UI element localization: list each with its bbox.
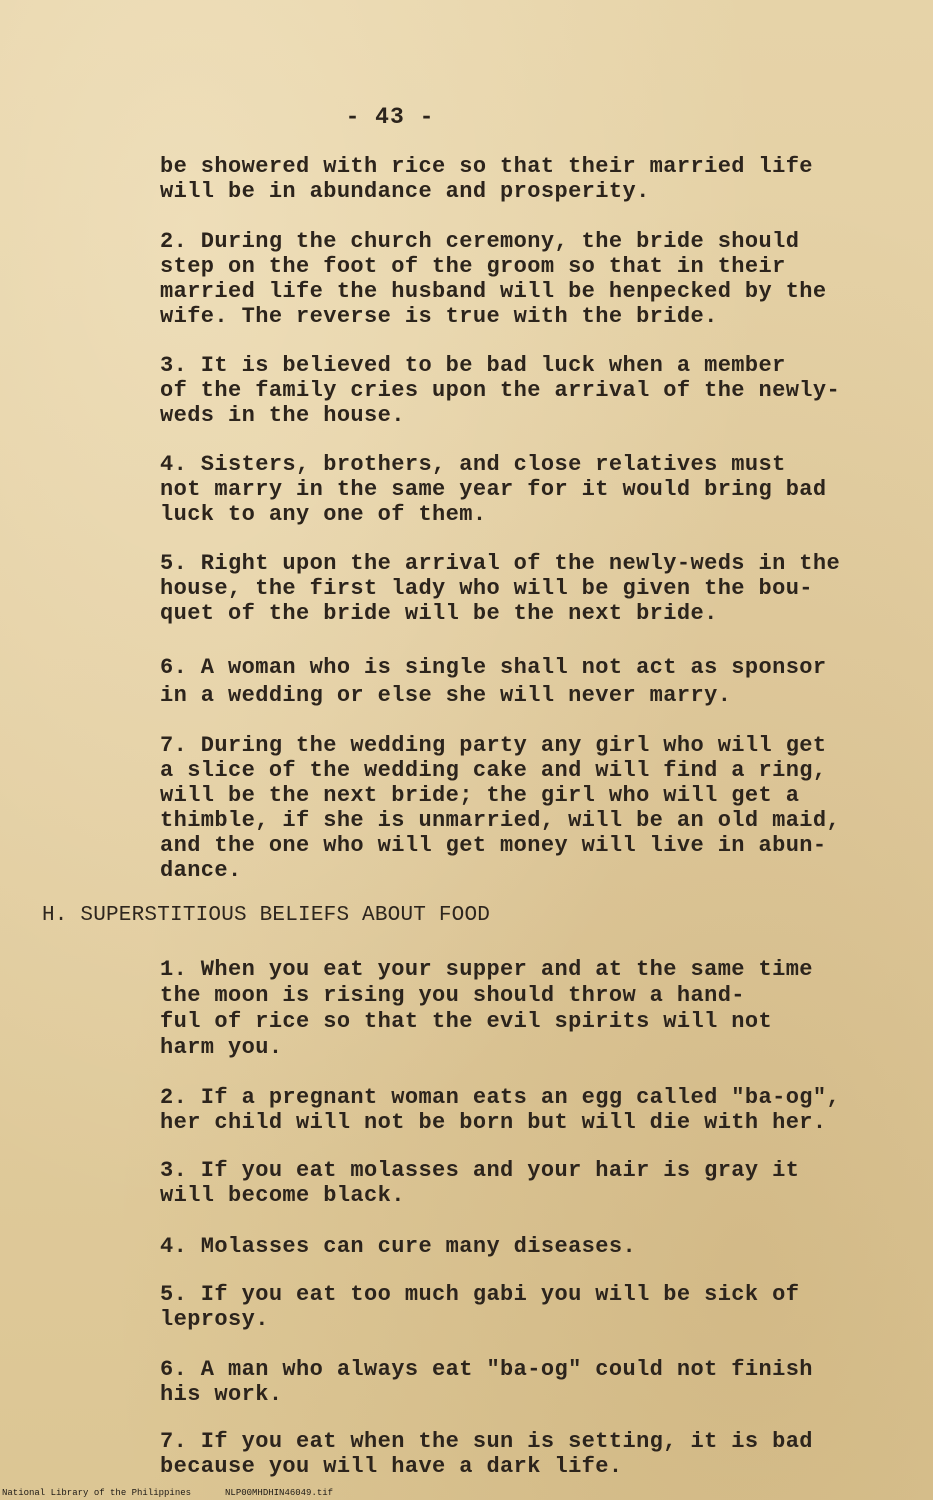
wedding-belief-7: 7. During the wedding party any girl who will get a slice of the wedding cake and will find a ring, will be the next bride; the girl who will get a thimble, if she is unmarried, will be an old maid, and the one who will get money will live in abun- dance. xyxy=(160,733,841,883)
food-belief-6: 6. A man who always eat "ba-og" could not finish his work. xyxy=(160,1357,813,1407)
footer-file-id: NLP00MHDHIN46049.tif xyxy=(225,1488,334,1498)
wedding-belief-6: 6. A woman who is single shall not act as sponsor in a wedding or else she will never marry. xyxy=(160,655,827,708)
page-number: - 43 - xyxy=(345,104,435,130)
food-belief-5: 5. If you eat too much gabi you will be sick of leprosy. xyxy=(160,1282,800,1332)
food-belief-7: 7. If you eat when the sun is setting, it is bad because you will have a dark life. xyxy=(160,1429,813,1479)
paragraph-continuation: be showered with rice so that their married life will be in abundance and prosperity. xyxy=(160,154,813,204)
section-heading: H. SUPERSTITIOUS BELIEFS ABOUT FOOD xyxy=(42,904,491,927)
footer-library: National Library of the Philippines xyxy=(2,1488,192,1498)
archive-footer xyxy=(2,1488,333,1498)
wedding-belief-5: 5. Right upon the arrival of the newly-weds in the house, the first lady who will be given the bou- quet of the bride will be the next bride. xyxy=(160,551,841,626)
wedding-belief-2: 2. During the church ceremony, the bride should step on the foot of the groom so that in their married life the husband will be henpecked by the wife. The reverse is true with the bride. xyxy=(160,229,827,329)
wedding-belief-3: 3. It is believed to be bad luck when a member of the family cries upon the arrival of the newly- weds in the house. xyxy=(160,353,841,428)
food-belief-4: 4. Molasses can cure many diseases. xyxy=(160,1234,637,1259)
food-belief-1: 1. When you eat your supper and at the same time the moon is rising you should throw a hand- ful of rice so that the evil spirits will not harm you. xyxy=(160,957,813,1060)
food-belief-3: 3. If you eat molasses and your hair is gray it will become black. xyxy=(160,1158,800,1208)
food-belief-2: 2. If a pregnant woman eats an egg called "ba-og", her child will not be born but will die with her. xyxy=(160,1085,841,1135)
wedding-belief-4: 4. Sisters, brothers, and close relatives must not marry in the same year for it would bring bad luck to any one of them. xyxy=(160,452,827,527)
